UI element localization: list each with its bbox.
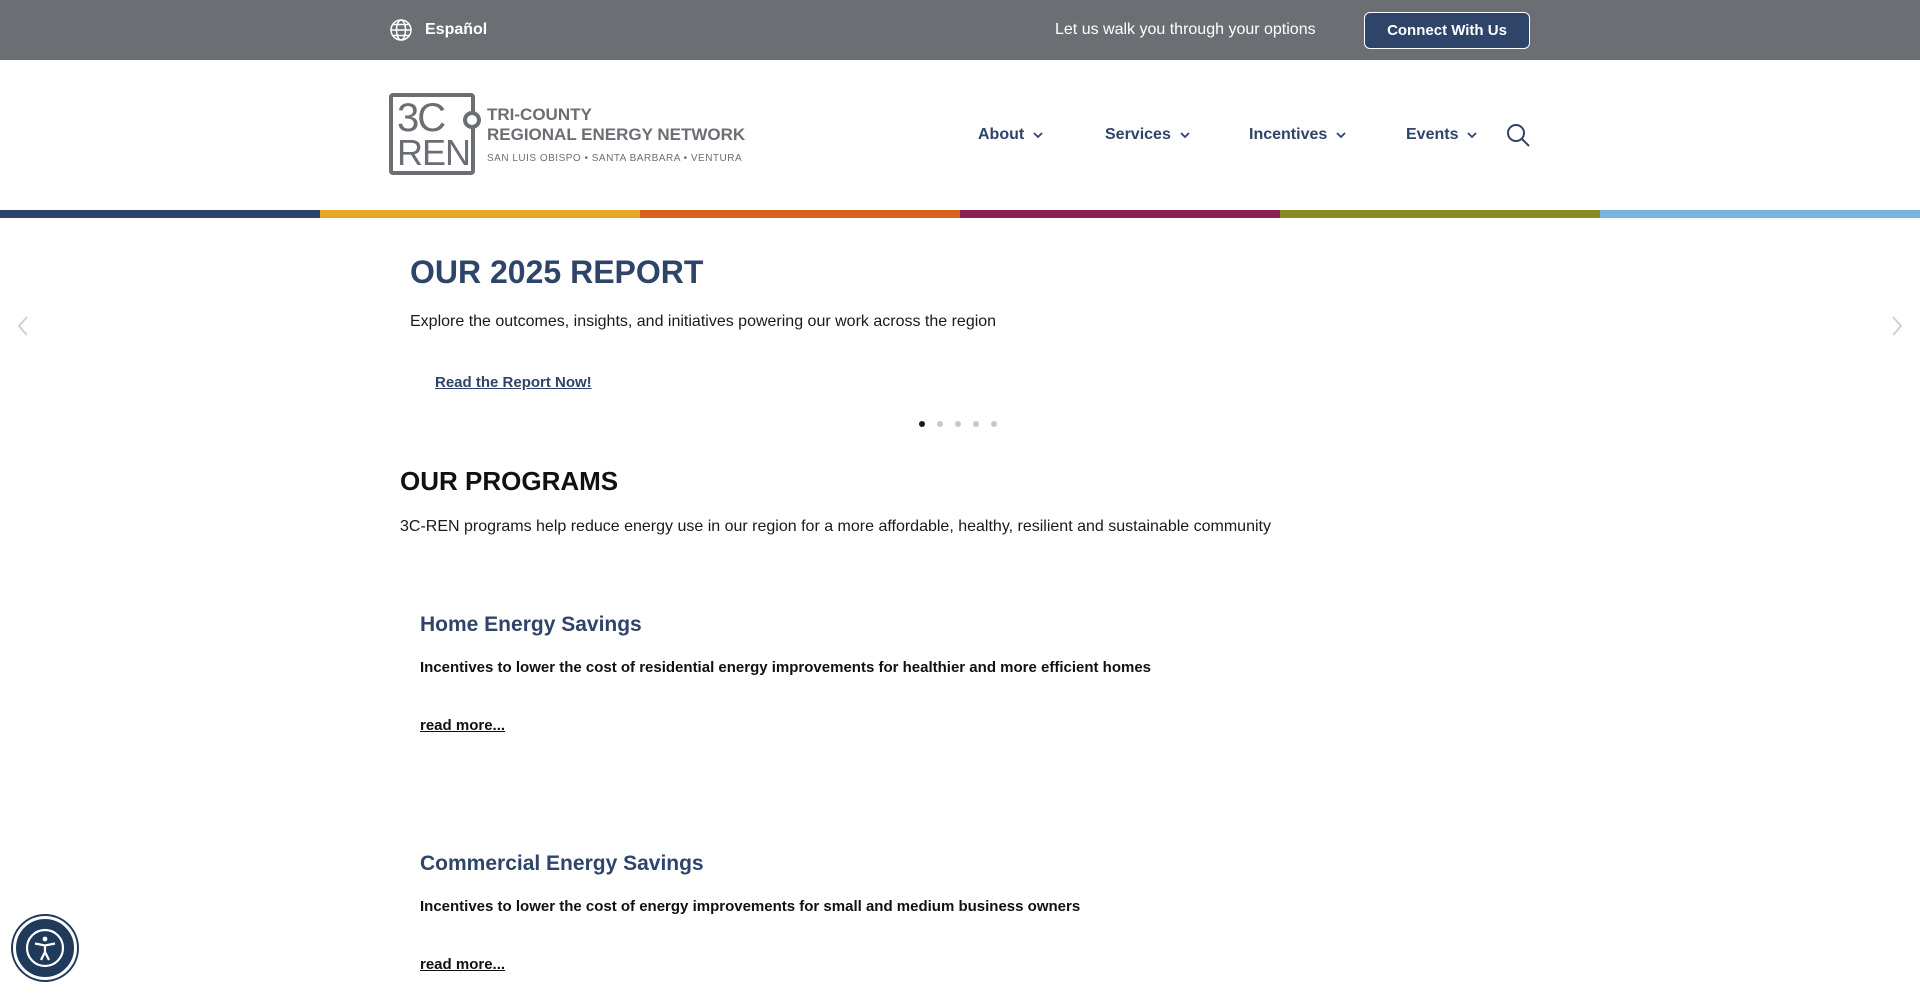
chevron-down-icon	[1335, 129, 1347, 141]
logo-mark-3c: 3C	[397, 96, 445, 140]
stripe-segment	[320, 210, 640, 218]
stripe-segment	[0, 210, 320, 218]
program-card-description: Incentives to lower the cost of residential energy improvements for healthier and more efficient homes	[420, 659, 1152, 676]
stripe-segment	[1280, 210, 1600, 218]
utility-bar	[0, 0, 1920, 60]
stripe-segment	[1600, 210, 1920, 218]
logo-title-line1: TRI-COUNTY	[487, 105, 592, 124]
logo-counties: SAN LUIS OBISPO • SANTA BARBARA • VENTURA	[487, 153, 743, 164]
language-label: Español	[425, 21, 488, 38]
logo-mark	[389, 93, 475, 175]
language-toggle[interactable]	[389, 18, 487, 42]
nav-item-incentives[interactable]	[1249, 124, 1347, 146]
carousel-next-arrow-icon[interactable]	[1888, 314, 1906, 338]
programs-heading: OUR PROGRAMS	[400, 466, 619, 496]
search-icon[interactable]	[1505, 122, 1531, 148]
site-logo[interactable]	[389, 93, 749, 177]
carousel-prev-arrow-icon[interactable]	[14, 314, 32, 338]
chevron-down-icon	[1032, 129, 1044, 141]
carousel-dot[interactable]	[973, 421, 979, 427]
hero-description: Explore the outcomes, insights, and initiatives powering our work across the region	[410, 313, 997, 330]
program-card-title[interactable]: Commercial Energy Savings	[420, 852, 704, 875]
stripe-segment	[640, 210, 960, 218]
color-stripe	[0, 210, 1920, 218]
carousel-dot[interactable]	[937, 421, 943, 427]
nav-label: Events	[1406, 126, 1459, 143]
logo-mark-ren: REN	[397, 132, 471, 173]
program-card-title[interactable]: Home Energy Savings	[420, 613, 642, 636]
programs-description: 3C-REN programs help reduce energy use in our region for a more affordable, healthy, resilient and sustainable community	[400, 518, 1271, 535]
stripe-segment	[960, 210, 1280, 218]
globe-icon	[389, 18, 413, 42]
read-more-link[interactable]: read more...	[420, 956, 506, 973]
site-header	[0, 60, 1920, 210]
read-more-link[interactable]: read more...	[420, 717, 506, 734]
nav-item-events[interactable]	[1406, 124, 1478, 146]
carousel-dots	[919, 421, 1009, 427]
chevron-down-icon	[1179, 129, 1191, 141]
nav-item-about[interactable]	[978, 124, 1044, 146]
program-card-description: Incentives to lower the cost of energy improvements for small and medium business owners	[420, 898, 1081, 915]
carousel-dot[interactable]	[955, 421, 961, 427]
nav-label: About	[978, 126, 1025, 143]
hero-title: OUR 2025 REPORT	[410, 254, 704, 290]
nav-label: Incentives	[1249, 126, 1328, 143]
logo-title-line2: REGIONAL ENERGY NETWORK	[487, 125, 746, 144]
read-report-link[interactable]: Read the Report Now!	[435, 374, 592, 391]
nav-item-services[interactable]	[1105, 124, 1191, 146]
chevron-down-icon	[1466, 129, 1478, 141]
carousel-dot[interactable]	[991, 421, 997, 427]
carousel-dot[interactable]	[919, 421, 925, 427]
plug-icon	[463, 111, 481, 129]
nav-label: Services	[1105, 126, 1171, 143]
connect-with-us-button[interactable]: Connect With Us	[1364, 12, 1530, 49]
accessibility-icon	[24, 927, 66, 969]
accessibility-button[interactable]	[13, 916, 77, 980]
walkthrough-text: Let us walk you through your options	[1055, 21, 1316, 38]
